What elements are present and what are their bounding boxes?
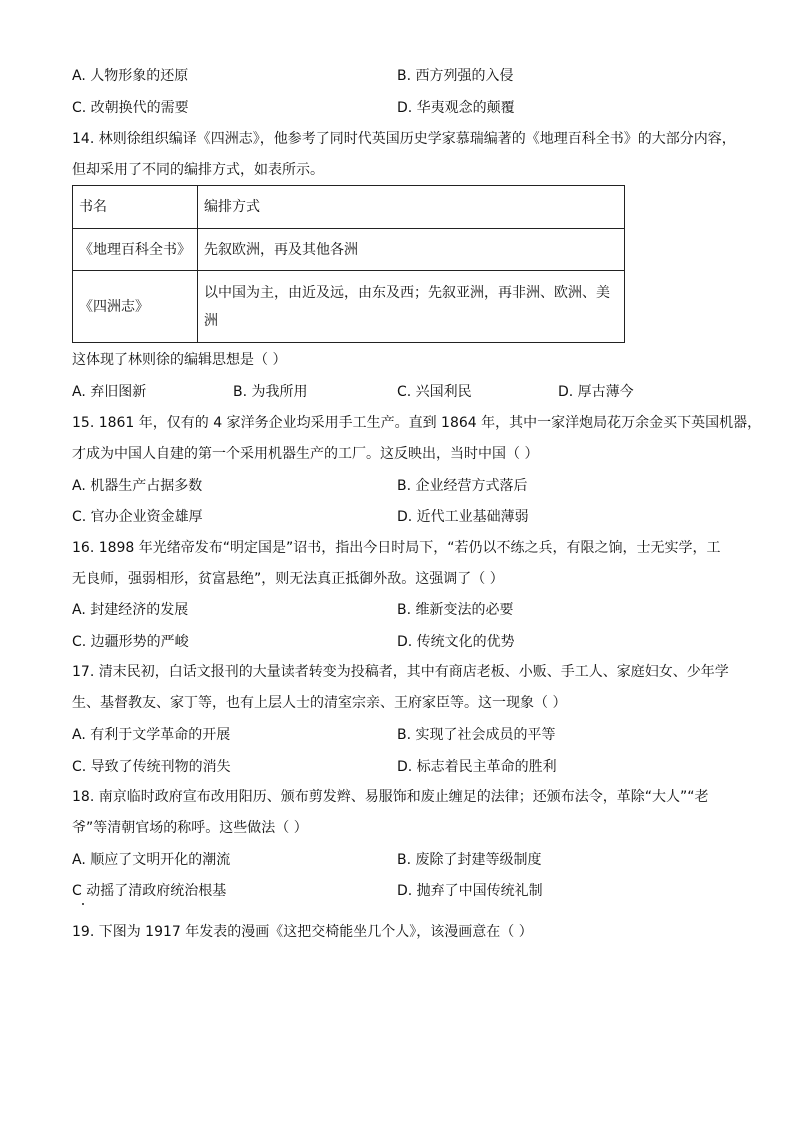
q15-option-b: B. 企业经营方式落后 [397, 478, 528, 494]
q16-option-b: B. 维新变法的必要 [397, 602, 514, 618]
table-cell-method-line1: 以中国为主，由近及远，由东及西；先叙亚洲，再非洲、欧洲、美 [204, 284, 610, 301]
q15-option-a: A. 机器生产占据多数 [72, 478, 203, 494]
q17-option-b: B. 实现了社会成员的平等 [397, 727, 556, 743]
q14-table [72, 185, 625, 343]
q16-option-d: D. 传统文化的优势 [397, 634, 515, 650]
table-row [73, 229, 625, 271]
q13-option-b: B. 西方列强的入侵 [397, 68, 514, 84]
q14-option-b: B. 为我所用 [233, 384, 308, 400]
table-header-title: 书名 [73, 186, 198, 229]
table-row [73, 271, 625, 343]
q19-stem-line1: 19. 下图为 1917 年发表的漫画《这把交椅能坐几个人》，该漫画意在（ ） [72, 924, 533, 940]
q14-stem-line1: 14. 林则徐组织编译《四洲志》，他参考了同时代英国历史学家慕瑞编著的《地理百科全书》的大部分内容， [72, 131, 736, 147]
q18-option-b: B. 废除了封建等级制度 [397, 852, 542, 868]
q15-option-c: C. 官办企业资金雄厚 [72, 509, 203, 525]
q16-option-c: C. 边疆形势的严峻 [72, 634, 189, 650]
q18-option-c: C 动摇了清政府统治根基 [72, 883, 227, 899]
stray-dot [82, 903, 84, 905]
q13-option-a: A. 人物形象的还原 [72, 68, 189, 84]
q15-stem-line1: 15. 1861 年，仅有的 4 家洋务企业均采用手工生产。直到 1864 年，其中一家洋炮局花万余金买下英国机器， [72, 415, 762, 431]
table-cell-method: 先叙欧洲，再及其他各洲 [198, 229, 625, 271]
q17-option-d: D. 标志着民主革命的胜利 [397, 759, 557, 775]
q13-option-c: C. 改朝换代的需要 [72, 100, 189, 116]
q14-stem-line2: 但却采用了不同的编排方式，如表所示。 [72, 162, 324, 178]
table-cell-book: 《四洲志》 [73, 271, 198, 343]
q17-stem-line1: 17. 清末民初，白话文报刊的大量读者转变为投稿者，其中有商店老板、小贩、手工人、家庭妇女、少年学 [72, 664, 729, 680]
q18-option-d: D. 抛弃了中国传统礼制 [397, 883, 543, 899]
table-cell-method-line2: 洲 [204, 312, 218, 329]
q17-option-c: C. 导致了传统刊物的消失 [72, 759, 231, 775]
q16-stem-line1: 16. 1898 年光绪帝发布“明定国是”诏书，指出今日时局下，“若仍以不练之兵，有限之饷，士无实学，工 [72, 540, 721, 556]
q17-stem-line2: 生、基督教友、家丁等，也有上层人士的清室宗亲、王府家臣等。这一现象（ ） [72, 695, 567, 711]
table-cell-method [198, 271, 625, 343]
q18-stem-line1: 18. 南京临时政府宣布改用阳历、颁布剪发辫、易服饰和废止缠足的法律；还颁布法令，革除“大人”“老 [72, 789, 709, 805]
q13-option-d: D. 华夷观念的颠覆 [397, 100, 515, 116]
table-header-method: 编排方式 [198, 186, 625, 229]
table-header-row [73, 186, 625, 229]
q14-option-a: A. 弃旧图新 [72, 384, 147, 400]
q18-stem-line2: 爷”等清朝官场的称呼。这些做法（ ） [72, 820, 308, 836]
q14-option-c: C. 兴国利民 [397, 384, 472, 400]
q18-option-a: A. 顺应了文明开化的潮流 [72, 852, 231, 868]
q14-option-d: D. 厚古薄今 [558, 384, 634, 400]
q16-stem-line2: 无良师，强弱相形，贫富悬绝”，则无法真正抵御外敌。这强调了（ ） [72, 571, 504, 587]
q15-option-d: D. 近代工业基础薄弱 [397, 509, 529, 525]
q16-option-a: A. 封建经济的发展 [72, 602, 189, 618]
q17-option-a: A. 有利于文学革命的开展 [72, 727, 231, 743]
q15-stem-line2: 才成为中国人自建的第一个采用机器生产的工厂。这反映出，当时中国（ ） [72, 446, 539, 462]
q14-question: 这体现了林则徐的编辑思想是（ ） [72, 352, 287, 368]
table-cell-book: 《地理百科全书》 [73, 229, 198, 271]
